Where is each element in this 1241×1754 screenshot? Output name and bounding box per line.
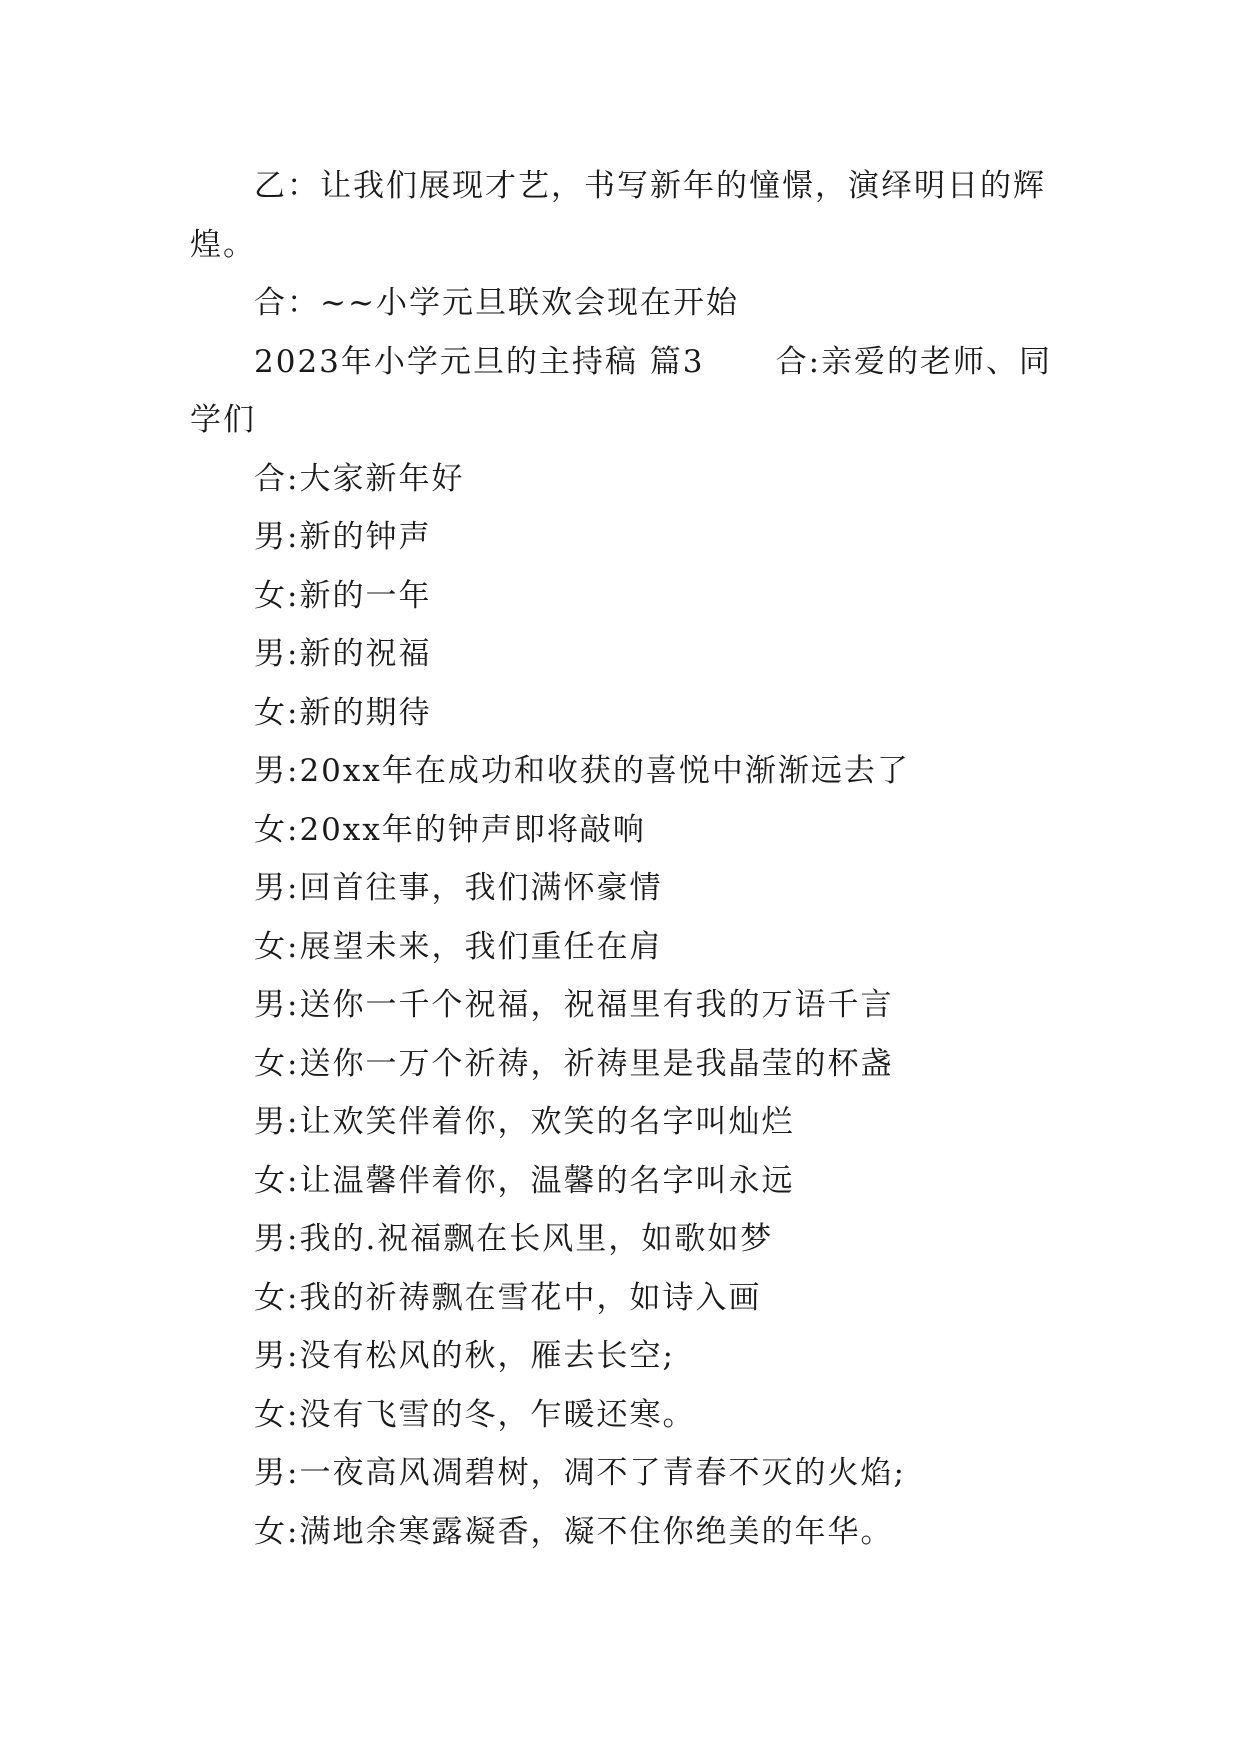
paragraph: 男:20xx年在成功和收获的喜悦中渐渐远去了 (254, 753, 910, 789)
paragraph: 女:新的一年 (254, 577, 432, 614)
paragraph: 男:新的钟声 (254, 519, 432, 555)
paragraph: 男:回首往事，我们满怀豪情 (254, 870, 663, 906)
paragraph: 2023年小学元旦的主持稿 篇3 合:亲爱的老师、同学们 (190, 343, 1053, 438)
document-body (190, 157, 1070, 1561)
paragraph: 女:我的祈祷飘在雪花中，如诗入画 (254, 1279, 762, 1316)
paragraph: 女:展望未来，我们重任在肩 (254, 928, 663, 965)
paragraph: 女:送你一万个祈祷，祈祷里是我晶莹的杯盏 (254, 1045, 894, 1082)
paragraph: 女:20xx年的钟声即将敲响 (254, 811, 646, 848)
paragraph: 合：~~小学元旦联欢会现在开始 (254, 285, 739, 321)
paragraph: 男:没有松风的秋，雁去长空; (254, 1338, 675, 1374)
paragraph: 女:满地余寒露凝香，凝不住你绝美的年华。 (254, 1513, 894, 1550)
paragraph: 乙：让我们展现才艺，书写新年的憧憬，演绎明日的辉煌。 (190, 168, 1046, 263)
paragraph: 合:大家新年好 (254, 460, 465, 497)
paragraph: 男:让欢笑伴着你，欢笑的名字叫灿烂 (254, 1104, 795, 1140)
paragraph: 男:我的.祝福飘在长风里，如歌如梦 (254, 1221, 774, 1257)
paragraph: 女:没有飞雪的冬，乍暖还寒。 (254, 1396, 696, 1433)
paragraph: 女:让温馨伴着你，温馨的名字叫永远 (254, 1162, 795, 1199)
paragraph: 男:送你一千个祝福，祝福里有我的万语千言 (254, 987, 894, 1023)
paragraph: 男:新的祝福 (254, 636, 432, 672)
paragraph: 男:一夜高风凋碧树，凋不了青春不灭的火焰; (254, 1455, 906, 1491)
paragraph: 女:新的期待 (254, 694, 432, 731)
